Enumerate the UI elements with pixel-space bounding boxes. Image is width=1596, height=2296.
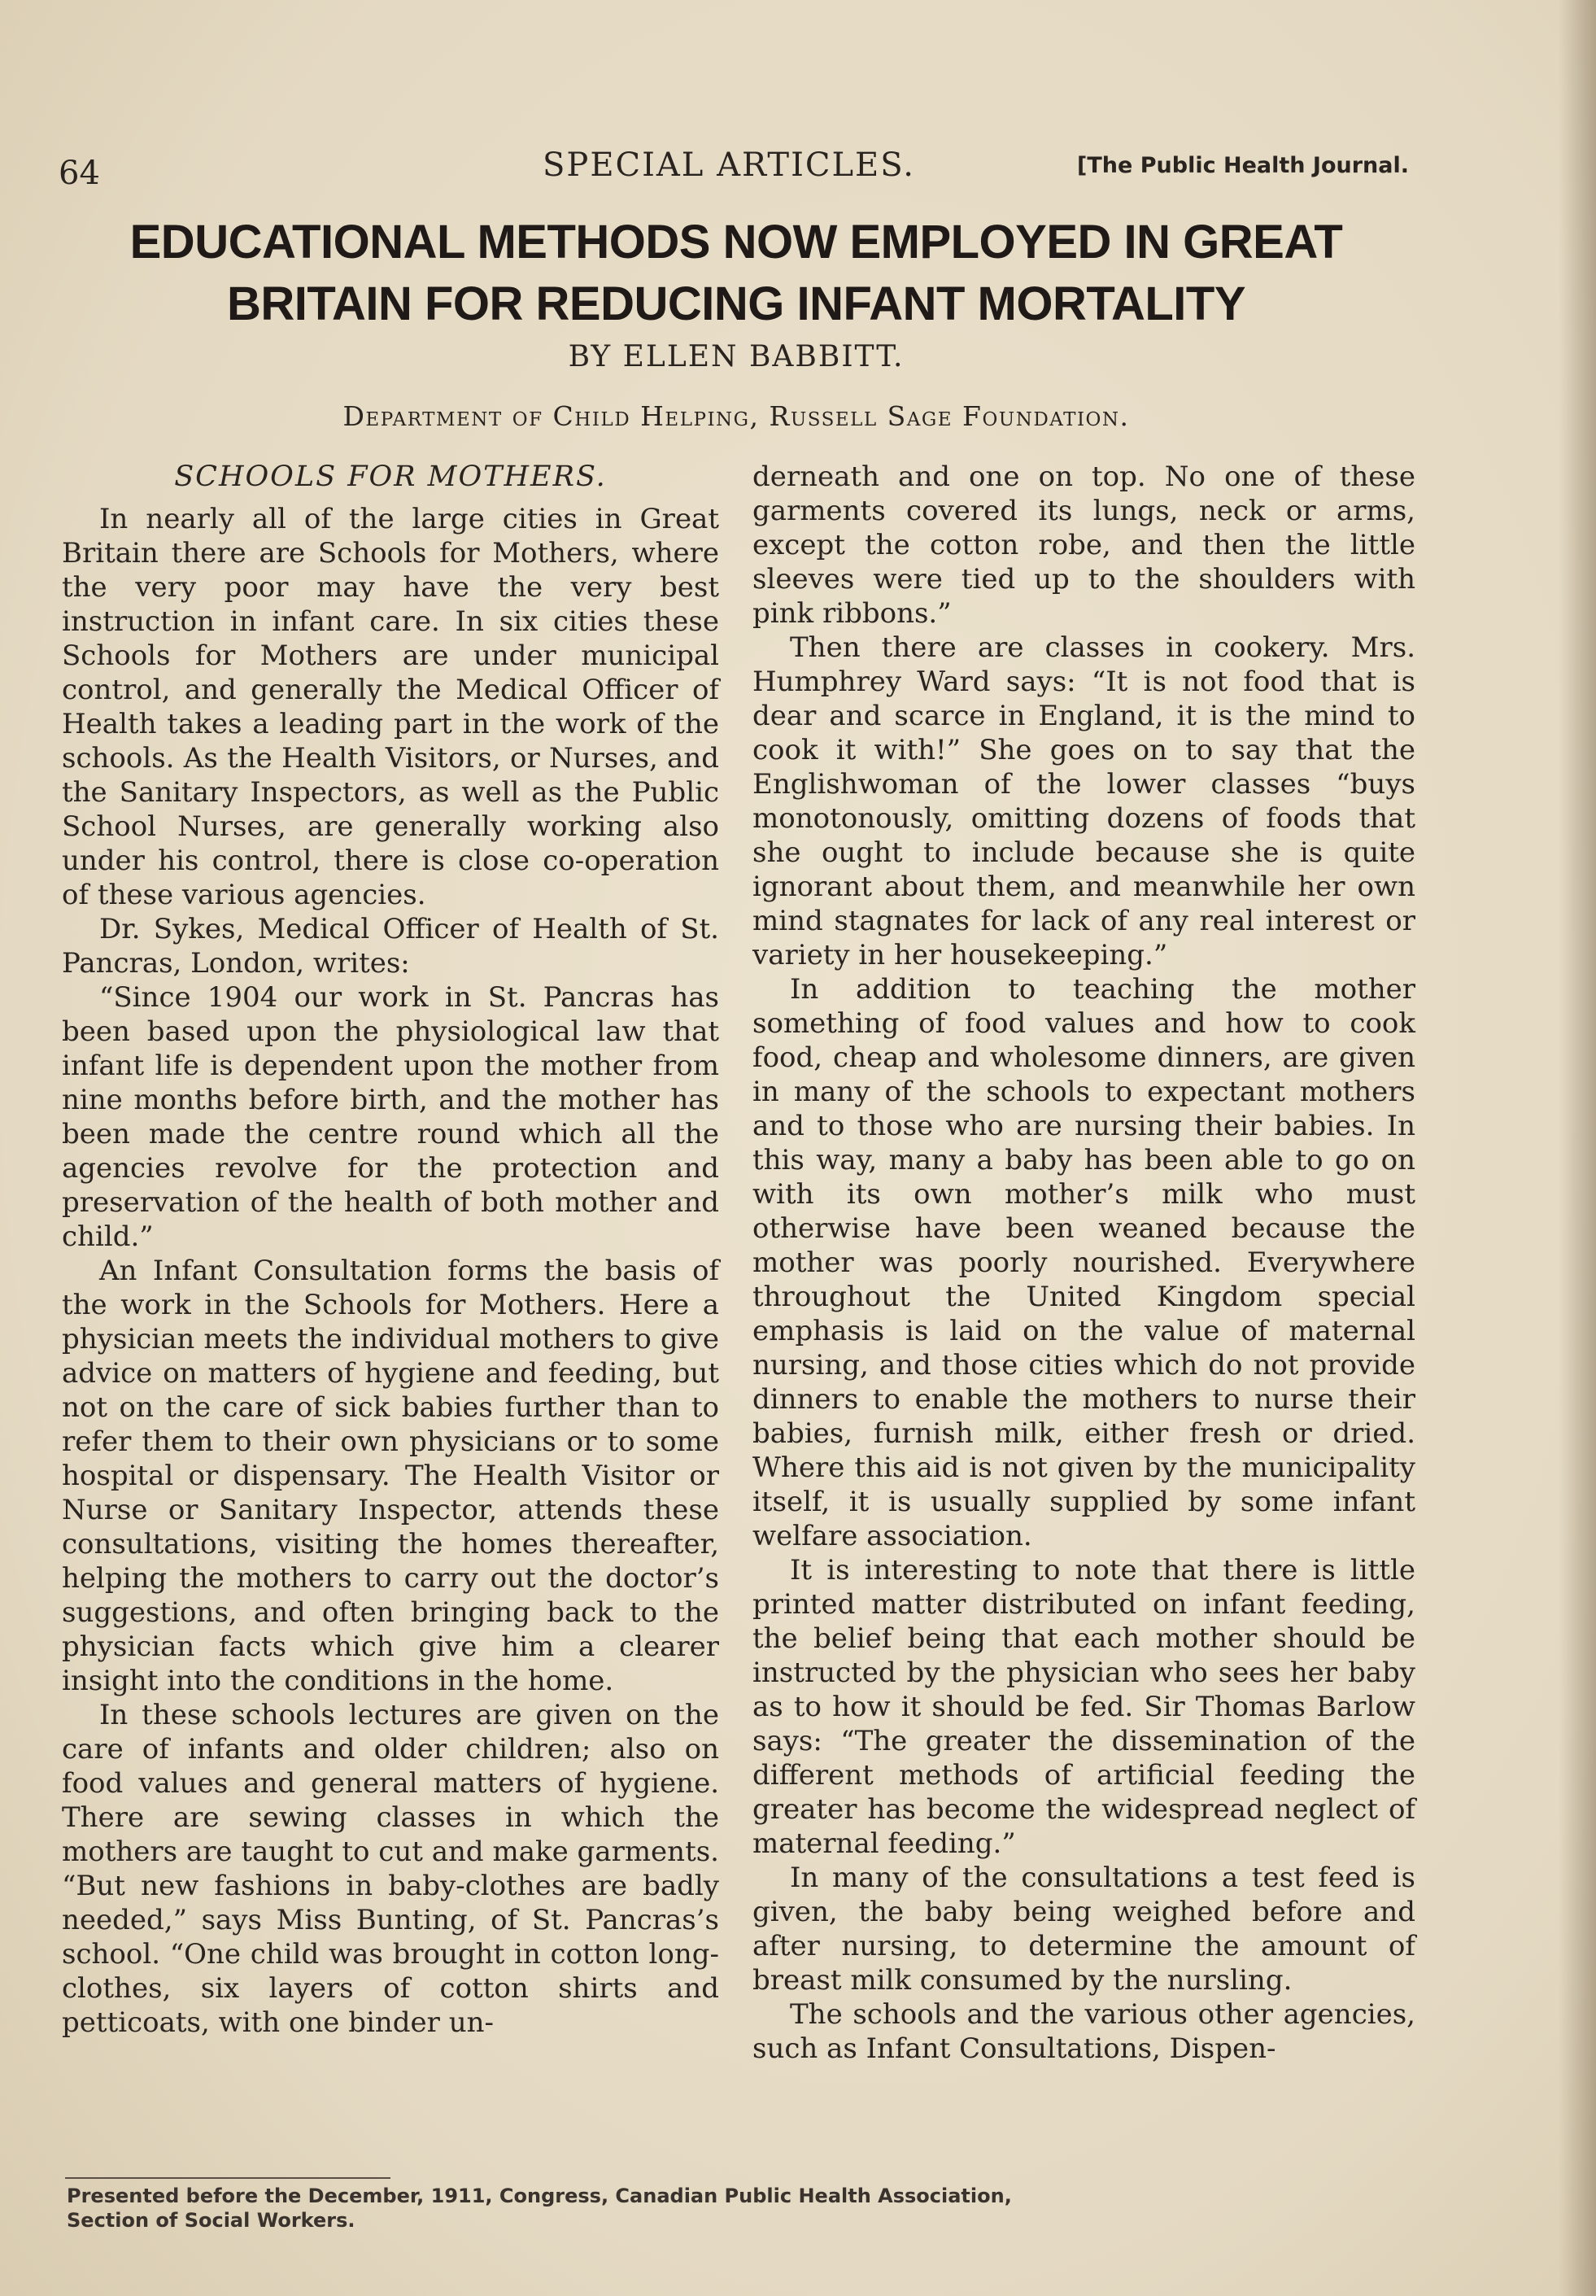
journal-name: [The Public Health Journal. [1077, 153, 1409, 178]
article-byline: BY ELLEN BABBITT. [568, 340, 905, 373]
running-head [59, 146, 1409, 195]
article-title: EDUCATIONAL METHODS NOW EMPLOYED IN GREAT BRITAIN FOR REDUCING INFANT MORTALITY [129, 216, 1343, 330]
paragraph: In addition to teaching the mother something of food values and how to cook food, cheap and wholesome dinners, are given in many of the schools to expectant mothers and to those who are nursing their babies. In this way, many a baby has been able to go on with its own mother’s milk who must otherwise have been weaned because the mother was poorly nourished. Everywhere throughout the United Kingdom special emphasis is laid on the value of maternal nursing, and those cities which do not provide dinners to enable the mothers to nurse their babies, furnish milk, either fresh or dried. Where this aid is not given by the municipality itself, it is usually supplied by some infant welfare association. [752, 973, 1415, 1552]
paragraph: In many of the consultations a test feed is given, the baby being weighed before and after nursing, to determine the amount of breast milk consumed by the nursling. [752, 1862, 1415, 1997]
footnote-rule [65, 2177, 390, 2179]
footnote: Presented before the December, 1911, Congress, Canadian Public Health Association, Section of Social Workers. [67, 2185, 1012, 2232]
section-title: SPECIAL ARTICLES. [543, 146, 915, 184]
paragraph: In these schools lectures are given on the care of infants and older children; also on food values and general matters of hygiene. There are sewing classes in which the mothers are taught to cut and make garments. “But new fashions in baby-clothes are badly needed,” says Miss Bunting, of St. Pancras’s school. “One child was brought in cotton long-clothes, six layers of cotton shirts and petticoats, with one binder un- [62, 1699, 719, 2039]
paragraph: Dr. Sykes, Medical Officer of Health of St. Pancras, London, writes: [62, 913, 719, 980]
right-column [752, 460, 1415, 2066]
paragraph: It is interesting to note that there is little printed matter distributed on infant feeding, the belief being that each mother should be instructed by the physician who sees her baby as to how it should be fed. Sir Thomas Barlow says: “The greater the dissemination of the different methods of artificial feeding the greater has become the widespread neglect of maternal feeding.” [752, 1554, 1415, 1860]
section-subheading: SCHOOLS FOR MOTHERS. [174, 461, 607, 493]
paragraph-continued: derneath and one on top. No one of these garments covered its lungs, neck or arms, except the cotton robe, and then the little sleeves were tied up to the shoulders with pink ribbons.” [752, 461, 1415, 630]
author-affiliation: Department of Child Helping, Russell Sage Foundation. [342, 400, 1130, 432]
paragraph: In nearly all of the large cities in Great Britain there are Schools for Mothers, where the very poor may have the very best instruction in infant care. In six cities these Schools for Mothers are under municipal control, and generally the Medical Officer of Health takes a leading part in the work of the schools. As the Health Visitors, or Nurses, and the Sanitary Inspectors, as well as the Public School Nurses, are generally working also under his control, there is close co-operation of these various agencies. [62, 503, 719, 911]
paragraph: The schools and the various other agencies, such as Infant Consultations, Dispen- [752, 1998, 1415, 2065]
quote-paragraph: “Since 1904 our work in St. Pancras has been based upon the physiological law that infant life is dependent upon the mother from nine months before birth, and the mother has been made the centre round which all the agencies revolve for the protection and preservation of the health of both mother and child.” [62, 981, 719, 1253]
page-number: 64 [59, 155, 100, 192]
paragraph: Then there are classes in cookery. Mrs. Humphrey Ward says: “It is not food that is dear and scarce in England, it is the mind to cook it with!” She goes on to say that the Englishwoman of the lower classes “buys monotonously, omitting dozens of foods that she ought to include because she is quite ignorant about them, and meanwhile her own mind stagnates for lack of any real interest or variety in her housekeeping.” [752, 631, 1415, 971]
paragraph: An Infant Consultation forms the basis of the work in the Schools for Mothers. Here a physician meets the individual mothers to give advice on matters of hygiene and feeding, but not on the care of sick babies further than to refer them to their own physicians or to some hospital or dispensary. The Health Visitor or Nurse or Sanitary Inspector, attends these consultations, visiting the homes thereafter, helping the mothers to carry out the doctor’s suggestions, and often bringing back to the physician facts which give him a clearer insight into the conditions in the home. [62, 1255, 719, 1697]
left-column [62, 460, 719, 2040]
